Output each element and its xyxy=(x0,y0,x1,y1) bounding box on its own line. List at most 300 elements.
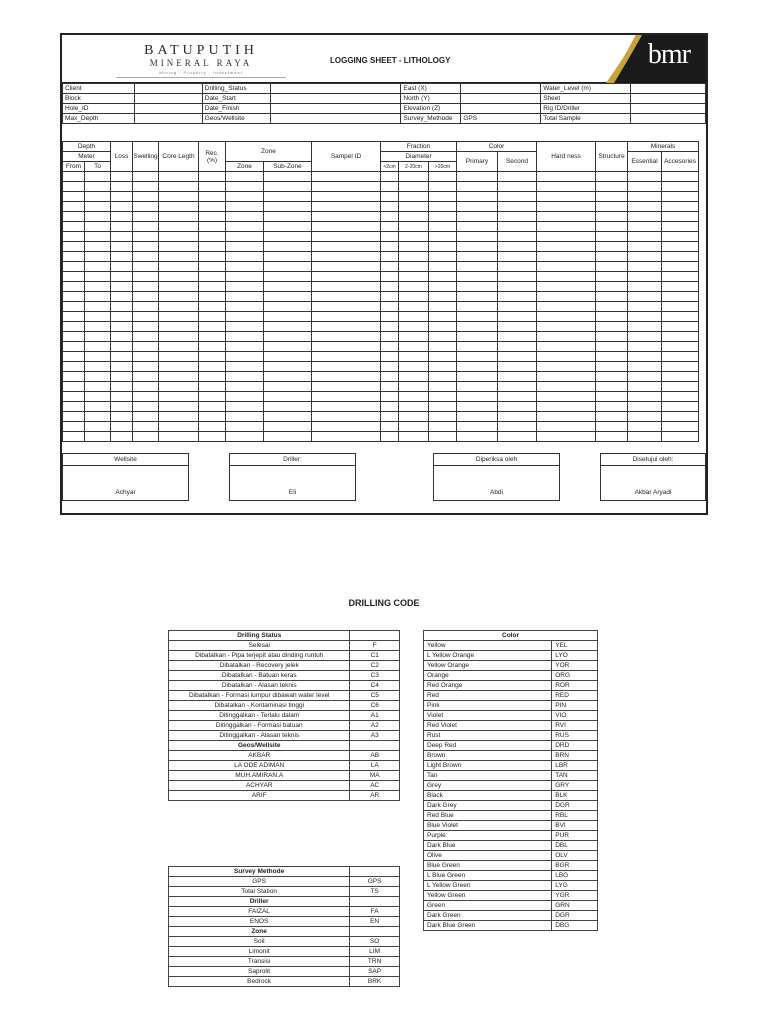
log-cell[interactable] xyxy=(628,182,662,192)
log-cell[interactable] xyxy=(63,192,85,202)
log-cell[interactable] xyxy=(628,432,662,442)
log-cell[interactable] xyxy=(381,242,399,252)
log-cell[interactable] xyxy=(111,302,133,312)
log-cell[interactable] xyxy=(537,182,596,192)
log-cell[interactable] xyxy=(399,432,429,442)
log-cell[interactable] xyxy=(381,222,399,232)
log-cell[interactable] xyxy=(537,172,596,182)
log-cell[interactable] xyxy=(381,402,399,412)
log-cell[interactable] xyxy=(457,282,498,292)
log-cell[interactable] xyxy=(537,212,596,222)
log-cell[interactable] xyxy=(457,292,498,302)
log-cell[interactable] xyxy=(429,422,457,432)
log-cell[interactable] xyxy=(498,172,537,182)
log-cell[interactable] xyxy=(199,182,226,192)
log-cell[interactable] xyxy=(457,332,498,342)
log-cell[interactable] xyxy=(85,182,111,192)
log-cell[interactable] xyxy=(199,262,226,272)
log-cell[interactable] xyxy=(596,342,628,352)
log-cell[interactable] xyxy=(85,222,111,232)
log-cell[interactable] xyxy=(85,242,111,252)
log-cell[interactable] xyxy=(133,272,159,282)
info-value[interactable] xyxy=(270,94,401,104)
log-cell[interactable] xyxy=(199,352,226,362)
log-cell[interactable] xyxy=(457,412,498,422)
log-cell[interactable] xyxy=(662,362,699,372)
log-cell[interactable] xyxy=(133,252,159,262)
log-cell[interactable] xyxy=(537,362,596,372)
log-cell[interactable] xyxy=(498,372,537,382)
log-cell[interactable] xyxy=(498,432,537,442)
log-cell[interactable] xyxy=(199,402,226,412)
log-cell[interactable] xyxy=(662,292,699,302)
log-cell[interactable] xyxy=(63,312,85,322)
log-cell[interactable] xyxy=(429,352,457,362)
log-cell[interactable] xyxy=(199,422,226,432)
log-cell[interactable] xyxy=(226,202,264,212)
log-cell[interactable] xyxy=(498,182,537,192)
log-cell[interactable] xyxy=(537,222,596,232)
log-cell[interactable] xyxy=(628,212,662,222)
info-value[interactable] xyxy=(134,104,202,114)
log-cell[interactable] xyxy=(628,292,662,302)
info-value[interactable]: GPS xyxy=(461,114,541,124)
log-cell[interactable] xyxy=(133,322,159,332)
log-cell[interactable] xyxy=(537,412,596,422)
log-cell[interactable] xyxy=(457,242,498,252)
log-cell[interactable] xyxy=(429,322,457,332)
log-cell[interactable] xyxy=(381,392,399,402)
log-cell[interactable] xyxy=(159,322,199,332)
log-cell[interactable] xyxy=(133,232,159,242)
log-cell[interactable] xyxy=(264,292,312,302)
log-cell[interactable] xyxy=(63,222,85,232)
log-cell[interactable] xyxy=(111,222,133,232)
log-cell[interactable] xyxy=(199,362,226,372)
log-cell[interactable] xyxy=(628,232,662,242)
log-cell[interactable] xyxy=(628,202,662,212)
log-cell[interactable] xyxy=(133,212,159,222)
log-cell[interactable] xyxy=(133,342,159,352)
log-cell[interactable] xyxy=(399,182,429,192)
log-cell[interactable] xyxy=(63,232,85,242)
log-cell[interactable] xyxy=(429,192,457,202)
log-cell[interactable] xyxy=(159,282,199,292)
log-cell[interactable] xyxy=(628,262,662,272)
log-cell[interactable] xyxy=(596,412,628,422)
log-cell[interactable] xyxy=(85,342,111,352)
log-cell[interactable] xyxy=(662,312,699,322)
log-cell[interactable] xyxy=(596,422,628,432)
log-cell[interactable] xyxy=(628,332,662,342)
log-cell[interactable] xyxy=(133,432,159,442)
log-cell[interactable] xyxy=(596,242,628,252)
log-cell[interactable] xyxy=(662,382,699,392)
log-cell[interactable] xyxy=(381,342,399,352)
log-cell[interactable] xyxy=(159,222,199,232)
log-cell[interactable] xyxy=(85,232,111,242)
log-cell[interactable] xyxy=(111,292,133,302)
info-value[interactable] xyxy=(134,94,202,104)
info-value[interactable] xyxy=(270,104,401,114)
log-cell[interactable] xyxy=(662,182,699,192)
log-cell[interactable] xyxy=(399,292,429,302)
log-cell[interactable] xyxy=(662,332,699,342)
info-value[interactable] xyxy=(134,84,202,94)
log-cell[interactable] xyxy=(399,222,429,232)
log-cell[interactable] xyxy=(264,262,312,272)
log-cell[interactable] xyxy=(264,222,312,232)
log-cell[interactable] xyxy=(596,322,628,332)
log-cell[interactable] xyxy=(312,422,381,432)
log-cell[interactable] xyxy=(596,352,628,362)
log-cell[interactable] xyxy=(312,432,381,442)
log-cell[interactable] xyxy=(63,392,85,402)
log-cell[interactable] xyxy=(596,182,628,192)
log-cell[interactable] xyxy=(537,242,596,252)
log-cell[interactable] xyxy=(226,422,264,432)
log-cell[interactable] xyxy=(159,332,199,342)
log-cell[interactable] xyxy=(429,412,457,422)
log-cell[interactable] xyxy=(381,192,399,202)
log-cell[interactable] xyxy=(159,392,199,402)
log-cell[interactable] xyxy=(133,372,159,382)
log-cell[interactable] xyxy=(596,432,628,442)
log-cell[interactable] xyxy=(264,202,312,212)
log-cell[interactable] xyxy=(226,352,264,362)
log-cell[interactable] xyxy=(159,362,199,372)
log-cell[interactable] xyxy=(399,282,429,292)
info-value[interactable] xyxy=(461,104,541,114)
log-cell[interactable] xyxy=(199,432,226,442)
info-value[interactable] xyxy=(134,114,202,124)
log-cell[interactable] xyxy=(264,312,312,322)
log-cell[interactable] xyxy=(498,262,537,272)
log-cell[interactable] xyxy=(133,242,159,252)
log-cell[interactable] xyxy=(133,352,159,362)
info-value[interactable] xyxy=(631,94,706,104)
log-cell[interactable] xyxy=(111,212,133,222)
log-cell[interactable] xyxy=(429,172,457,182)
log-cell[interactable] xyxy=(596,282,628,292)
log-cell[interactable] xyxy=(457,262,498,272)
log-cell[interactable] xyxy=(596,202,628,212)
log-cell[interactable] xyxy=(537,272,596,282)
log-cell[interactable] xyxy=(457,362,498,372)
log-cell[interactable] xyxy=(457,312,498,322)
log-cell[interactable] xyxy=(199,322,226,332)
log-cell[interactable] xyxy=(133,222,159,232)
log-cell[interactable] xyxy=(159,192,199,202)
log-cell[interactable] xyxy=(63,282,85,292)
log-cell[interactable] xyxy=(63,272,85,282)
log-cell[interactable] xyxy=(63,382,85,392)
log-cell[interactable] xyxy=(457,182,498,192)
log-cell[interactable] xyxy=(85,202,111,212)
log-cell[interactable] xyxy=(159,342,199,352)
log-cell[interactable] xyxy=(133,182,159,192)
log-cell[interactable] xyxy=(85,272,111,282)
info-value[interactable] xyxy=(631,104,706,114)
log-cell[interactable] xyxy=(662,322,699,332)
log-cell[interactable] xyxy=(498,382,537,392)
log-cell[interactable] xyxy=(63,252,85,262)
log-cell[interactable] xyxy=(264,392,312,402)
log-cell[interactable] xyxy=(498,252,537,262)
log-cell[interactable] xyxy=(381,212,399,222)
log-cell[interactable] xyxy=(159,232,199,242)
log-cell[interactable] xyxy=(628,342,662,352)
log-cell[interactable] xyxy=(429,272,457,282)
log-cell[interactable] xyxy=(457,342,498,352)
log-cell[interactable] xyxy=(628,422,662,432)
log-cell[interactable] xyxy=(63,432,85,442)
log-cell[interactable] xyxy=(111,332,133,342)
log-cell[interactable] xyxy=(662,242,699,252)
log-cell[interactable] xyxy=(457,382,498,392)
log-cell[interactable] xyxy=(159,182,199,192)
log-cell[interactable] xyxy=(226,292,264,302)
log-cell[interactable] xyxy=(199,282,226,292)
info-value[interactable] xyxy=(631,114,706,124)
log-cell[interactable] xyxy=(264,252,312,262)
log-cell[interactable] xyxy=(264,212,312,222)
log-cell[interactable] xyxy=(457,322,498,332)
log-cell[interactable] xyxy=(85,322,111,332)
log-cell[interactable] xyxy=(312,392,381,402)
log-cell[interactable] xyxy=(537,342,596,352)
log-cell[interactable] xyxy=(628,192,662,202)
log-cell[interactable] xyxy=(264,302,312,312)
log-cell[interactable] xyxy=(457,402,498,412)
log-cell[interactable] xyxy=(628,322,662,332)
log-cell[interactable] xyxy=(457,252,498,262)
log-cell[interactable] xyxy=(399,412,429,422)
log-cell[interactable] xyxy=(662,282,699,292)
log-cell[interactable] xyxy=(498,222,537,232)
log-cell[interactable] xyxy=(429,342,457,352)
log-cell[interactable] xyxy=(312,332,381,342)
log-cell[interactable] xyxy=(159,242,199,252)
log-cell[interactable] xyxy=(381,182,399,192)
log-cell[interactable] xyxy=(133,362,159,372)
log-cell[interactable] xyxy=(312,362,381,372)
log-cell[interactable] xyxy=(312,272,381,282)
log-cell[interactable] xyxy=(85,262,111,272)
log-cell[interactable] xyxy=(159,412,199,422)
log-cell[interactable] xyxy=(226,242,264,252)
log-cell[interactable] xyxy=(399,312,429,322)
log-cell[interactable] xyxy=(429,302,457,312)
log-cell[interactable] xyxy=(429,312,457,322)
log-cell[interactable] xyxy=(628,392,662,402)
log-cell[interactable] xyxy=(662,422,699,432)
log-cell[interactable] xyxy=(226,392,264,402)
log-cell[interactable] xyxy=(199,372,226,382)
log-cell[interactable] xyxy=(498,272,537,282)
log-cell[interactable] xyxy=(264,282,312,292)
log-cell[interactable] xyxy=(457,222,498,232)
log-cell[interactable] xyxy=(226,252,264,262)
log-cell[interactable] xyxy=(312,282,381,292)
log-cell[interactable] xyxy=(628,172,662,182)
log-cell[interactable] xyxy=(312,172,381,182)
log-cell[interactable] xyxy=(662,372,699,382)
log-cell[interactable] xyxy=(159,292,199,302)
log-cell[interactable] xyxy=(264,372,312,382)
log-cell[interactable] xyxy=(457,212,498,222)
log-cell[interactable] xyxy=(111,312,133,322)
log-cell[interactable] xyxy=(111,382,133,392)
log-cell[interactable] xyxy=(537,282,596,292)
log-cell[interactable] xyxy=(596,222,628,232)
log-cell[interactable] xyxy=(111,172,133,182)
log-cell[interactable] xyxy=(199,172,226,182)
log-cell[interactable] xyxy=(399,402,429,412)
log-cell[interactable] xyxy=(537,292,596,302)
log-cell[interactable] xyxy=(662,302,699,312)
log-cell[interactable] xyxy=(429,232,457,242)
log-cell[interactable] xyxy=(429,402,457,412)
log-cell[interactable] xyxy=(111,352,133,362)
log-cell[interactable] xyxy=(226,312,264,322)
log-cell[interactable] xyxy=(226,282,264,292)
log-cell[interactable] xyxy=(264,232,312,242)
log-cell[interactable] xyxy=(662,172,699,182)
log-cell[interactable] xyxy=(199,392,226,402)
log-cell[interactable] xyxy=(628,282,662,292)
log-cell[interactable] xyxy=(429,202,457,212)
log-cell[interactable] xyxy=(381,372,399,382)
log-cell[interactable] xyxy=(133,172,159,182)
log-cell[interactable] xyxy=(399,262,429,272)
log-cell[interactable] xyxy=(498,292,537,302)
log-cell[interactable] xyxy=(457,372,498,382)
log-cell[interactable] xyxy=(159,202,199,212)
log-cell[interactable] xyxy=(111,192,133,202)
log-cell[interactable] xyxy=(133,282,159,292)
log-cell[interactable] xyxy=(199,382,226,392)
log-cell[interactable] xyxy=(596,252,628,262)
log-cell[interactable] xyxy=(159,272,199,282)
log-cell[interactable] xyxy=(199,332,226,342)
log-cell[interactable] xyxy=(312,342,381,352)
log-cell[interactable] xyxy=(429,432,457,442)
log-cell[interactable] xyxy=(399,372,429,382)
log-cell[interactable] xyxy=(381,232,399,242)
log-cell[interactable] xyxy=(226,192,264,202)
info-value[interactable] xyxy=(461,84,541,94)
log-cell[interactable] xyxy=(457,172,498,182)
log-cell[interactable] xyxy=(199,272,226,282)
log-cell[interactable] xyxy=(111,422,133,432)
log-cell[interactable] xyxy=(63,422,85,432)
log-cell[interactable] xyxy=(111,432,133,442)
log-cell[interactable] xyxy=(312,322,381,332)
log-cell[interactable] xyxy=(429,282,457,292)
log-cell[interactable] xyxy=(596,292,628,302)
log-cell[interactable] xyxy=(85,292,111,302)
log-cell[interactable] xyxy=(63,202,85,212)
log-cell[interactable] xyxy=(312,262,381,272)
log-cell[interactable] xyxy=(85,282,111,292)
log-cell[interactable] xyxy=(264,432,312,442)
log-cell[interactable] xyxy=(199,222,226,232)
log-cell[interactable] xyxy=(199,202,226,212)
log-cell[interactable] xyxy=(199,412,226,422)
log-cell[interactable] xyxy=(199,292,226,302)
log-cell[interactable] xyxy=(537,372,596,382)
log-cell[interactable] xyxy=(662,202,699,212)
log-cell[interactable] xyxy=(111,362,133,372)
log-cell[interactable] xyxy=(596,362,628,372)
log-cell[interactable] xyxy=(537,202,596,212)
log-cell[interactable] xyxy=(498,302,537,312)
log-cell[interactable] xyxy=(226,302,264,312)
log-cell[interactable] xyxy=(596,272,628,282)
info-value[interactable] xyxy=(270,84,401,94)
log-cell[interactable] xyxy=(628,252,662,262)
log-cell[interactable] xyxy=(537,262,596,272)
log-cell[interactable] xyxy=(264,172,312,182)
log-cell[interactable] xyxy=(85,312,111,322)
log-cell[interactable] xyxy=(498,352,537,362)
log-cell[interactable] xyxy=(226,272,264,282)
log-cell[interactable] xyxy=(399,332,429,342)
log-cell[interactable] xyxy=(63,402,85,412)
log-cell[interactable] xyxy=(537,422,596,432)
log-cell[interactable] xyxy=(133,302,159,312)
log-cell[interactable] xyxy=(111,392,133,402)
log-cell[interactable] xyxy=(159,402,199,412)
log-cell[interactable] xyxy=(85,212,111,222)
log-cell[interactable] xyxy=(399,242,429,252)
log-cell[interactable] xyxy=(537,432,596,442)
log-cell[interactable] xyxy=(381,352,399,362)
log-cell[interactable] xyxy=(312,382,381,392)
log-cell[interactable] xyxy=(226,332,264,342)
log-cell[interactable] xyxy=(159,262,199,272)
info-value[interactable] xyxy=(631,84,706,94)
log-cell[interactable] xyxy=(628,312,662,322)
log-cell[interactable] xyxy=(381,332,399,342)
log-cell[interactable] xyxy=(312,232,381,242)
log-cell[interactable] xyxy=(111,342,133,352)
log-cell[interactable] xyxy=(381,272,399,282)
log-cell[interactable] xyxy=(628,412,662,422)
log-cell[interactable] xyxy=(537,402,596,412)
log-cell[interactable] xyxy=(159,372,199,382)
log-cell[interactable] xyxy=(662,252,699,262)
log-cell[interactable] xyxy=(226,322,264,332)
log-cell[interactable] xyxy=(429,392,457,402)
log-cell[interactable] xyxy=(537,252,596,262)
log-cell[interactable] xyxy=(133,422,159,432)
log-cell[interactable] xyxy=(596,262,628,272)
log-cell[interactable] xyxy=(628,242,662,252)
log-cell[interactable] xyxy=(429,382,457,392)
log-cell[interactable] xyxy=(159,172,199,182)
log-cell[interactable] xyxy=(457,302,498,312)
log-cell[interactable] xyxy=(498,192,537,202)
log-cell[interactable] xyxy=(199,252,226,262)
log-cell[interactable] xyxy=(199,232,226,242)
log-cell[interactable] xyxy=(111,282,133,292)
log-cell[interactable] xyxy=(111,232,133,242)
log-cell[interactable] xyxy=(264,342,312,352)
log-cell[interactable] xyxy=(596,312,628,322)
log-cell[interactable] xyxy=(596,382,628,392)
